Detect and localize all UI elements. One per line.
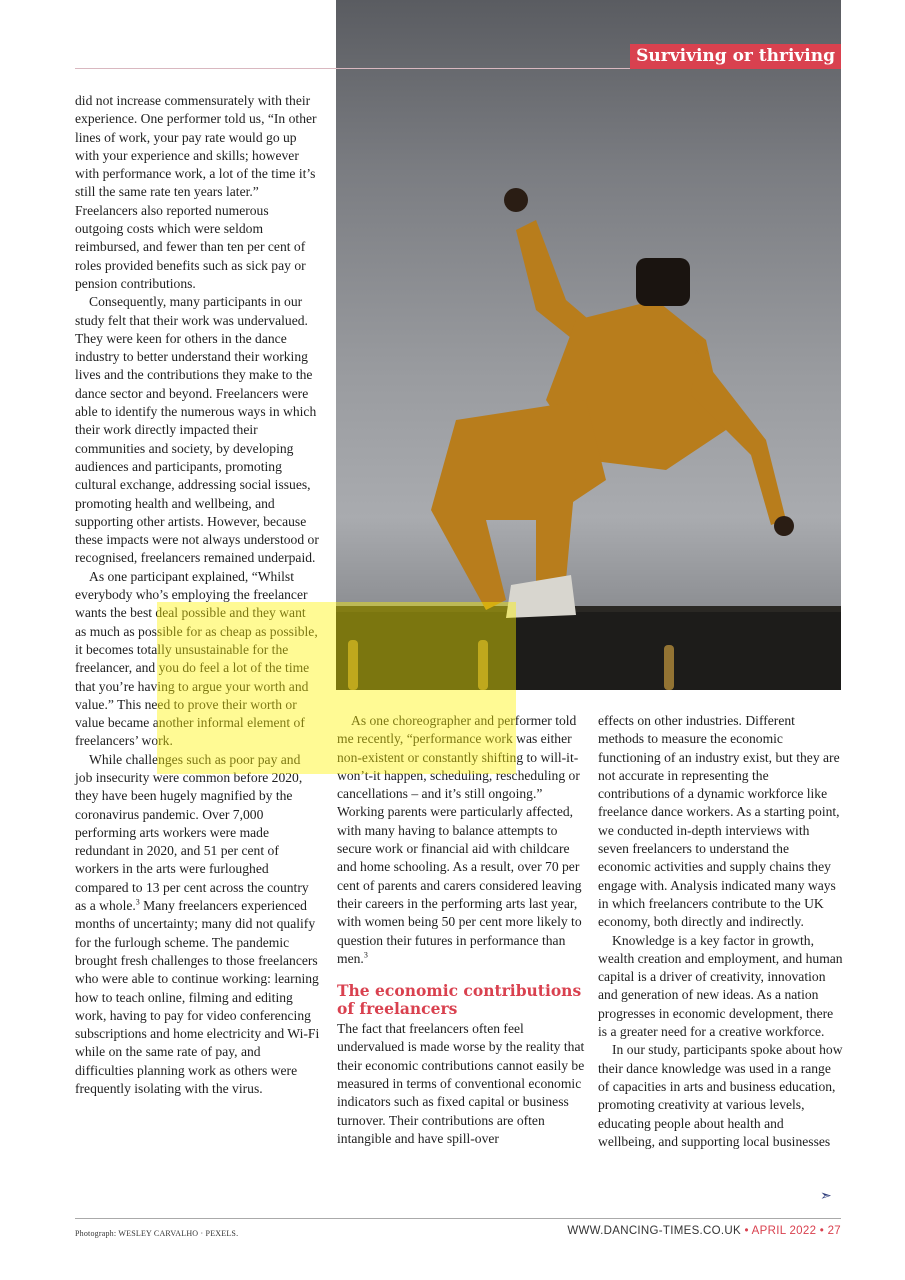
footnote-ref: 3 (363, 950, 368, 960)
paragraph-text: As one choreographer and performer told me recently, “performance work was either non-existent or constantly shifting to will-it-won’t-it happen, scheduling, rescheduling or cancellations – and it’s still ongoing.” Working parents were particularly affected, with many having to balance attempts to secure work or financial aid with childcare and home schooling. As a result, over 70 per cent of parents and carers considered leaving their careers in the performing arts last year, with women being 50 per cent more likely to question their futures in performance than men. (337, 713, 582, 966)
paragraph: In our study, participants spoke about how their dance knowledge was used in a range of capacities in arts and business education, promoting creativity at various levels, educating people about health and wellbeing, and supporting local businesses (598, 1042, 843, 1149)
article-column-3 (598, 712, 843, 1151)
paragraph-text: While challenges such as poor pay and job insecurity were common before 2020, they have been hugely magnified by the coronavirus pandemic. Over 7,000 performing arts workers were made redundant in 2020, and 51 per cent of workers in the arts were furloughed compared to 13 per cent across the country as a whole. (75, 751, 309, 914)
separator: • (819, 1225, 825, 1237)
article-column-2 (337, 712, 585, 1148)
issue-date: APRIL 2022 (751, 1225, 817, 1237)
footnote-ref: 3 (135, 897, 140, 907)
paragraph (337, 712, 585, 968)
dancer-illustration (336, 0, 841, 690)
article-column-1 (75, 92, 320, 1098)
section-title: Surviving or thriving (630, 44, 841, 69)
continue-arrow-icon: ➣ (820, 1189, 832, 1204)
folio (567, 1225, 841, 1237)
paragraph: did not increase commensurately with their experience. One performer told us, “In other lines of work, your pay rate would go up with your experience and skills; however with performance work, a lot of the time it’s still the same rate ten years later.” Freelancers also reported numerous outgoing costs which were seldom reimbursed, and fewer than ten per cent of roles provided benefits such as sick pay or pension contributions. (75, 93, 317, 291)
footer-rule (75, 1218, 841, 1219)
separator: • (744, 1225, 749, 1237)
paragraph: Consequently, many participants in our study felt that their work was undervalued. They were keen for others in the dance industry to better understand their working lives and the contributions they make to the dance sector and beyond. Freelancers were able to identify the numerous ways in which their work directly impacted their communities and society, by developing audiences and participants, promoting cultural exchange, addressing social issues, promoting health and wellbeing, and supporting other artists. However, because these impacts were not always understood or recognised, freelancers remained underpaid. (75, 294, 319, 566)
paragraph: effects on other industries. Different methods to measure the economic functioning of an industry exist, but they are not accurate in representing the contributions of a dynamic workforce like freelance dance workers. As a starting point, we conducted in-depth interviews with seven freelancers to understand the economic activities and supply chains they engage with. Analysis indicated many ways in which freelancers contribute to the UK economy, both directly and indirectly. (598, 713, 840, 930)
page-number: 27 (827, 1225, 841, 1237)
paragraph-text: Many freelancers experienced months of uncertainty; many did not qualify for the furlough scheme. The pandemic brought fresh challenges to those freelancers who were able to continue working: learning how to teach online, filming and editing work, having to pay for video conferencing subscriptions and home electricity and Wi-Fi while on the same rate of pay, and difficulties planning work as others were frequently isolating with the virus. (75, 898, 320, 1097)
paragraph: The fact that freelancers often feel undervalued is made worse by the reality that their economic contributions cannot easily be measured in terms of conventional economic indicators such as fixed capital or business turnover. Their contributions are often intangible and have spill-over (337, 1021, 585, 1146)
paragraph: Knowledge is a key factor in growth, wealth creation and employment, and human capital is a driver of creativity, innovation and generation of new ideas. As a nation progresses in economic development, there is a greater need for a creative workforce. (598, 932, 843, 1040)
paragraph: As one participant explained, “Whilst everybody who’s employing the freelancer wants the best deal possible and they want as much as possible for as cheap as possible, it becomes totally unsustainable for the freelancer, and you do feel a lot of the time that you’re having to argue your worth and value.” This need to prove their worth or value became another informal element of freelancers’ work. (75, 568, 318, 749)
dancer-photo (336, 0, 841, 690)
website: WWW.DANCING-TIMES.CO.UK (567, 1225, 741, 1237)
subheading: The economic contributions of freelancers (337, 981, 582, 1019)
paragraph (75, 751, 320, 1099)
photo-credit: Photograph: WESLEY CARVALHO · PEXELS. (75, 1229, 239, 1238)
